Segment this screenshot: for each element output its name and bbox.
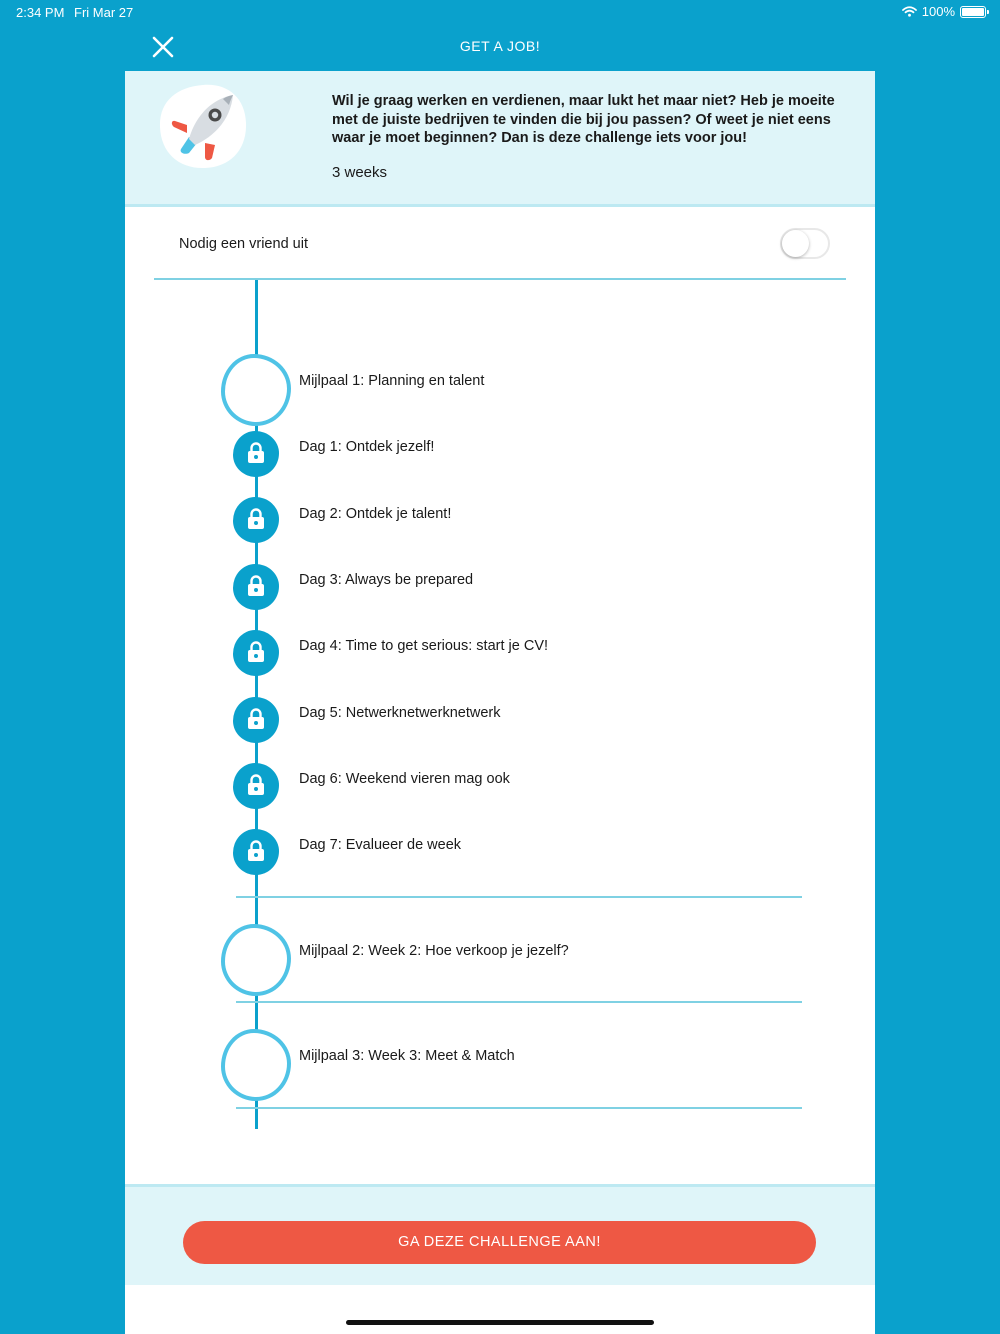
challenge-duration: 3 weeks	[332, 164, 388, 181]
day-1-label[interactable]: Dag 1: Ontdek jezelf!	[299, 439, 435, 455]
day-6-label[interactable]: Dag 6: Weekend vieren mag ook	[299, 771, 510, 787]
status-bar	[0, 0, 1000, 24]
page-title: GET A JOB!	[459, 38, 541, 54]
day-4-label[interactable]: Dag 4: Time to get serious: start je CV!	[299, 638, 549, 654]
milestone-1-label[interactable]: Mijlpaal 1: Planning en talent	[299, 373, 485, 389]
divider	[236, 1001, 802, 1003]
toggle-knob	[782, 230, 809, 257]
day-5-lock[interactable]	[233, 697, 279, 743]
wifi-icon	[902, 6, 917, 17]
day-2-lock[interactable]	[233, 497, 279, 543]
lock-icon	[247, 442, 265, 464]
milestone-3-marker	[221, 1029, 291, 1101]
day-4-lock[interactable]	[233, 630, 279, 676]
day-1-lock[interactable]	[233, 431, 279, 477]
lock-icon	[247, 575, 265, 597]
accept-challenge-button[interactable]: GA DEZE CHALLENGE AAN!	[183, 1221, 816, 1264]
challenge-description: Wil je graag werken en verdienen, maar lukt het maar niet? Heb je moeite met de juiste bedrijven te vinden die bij jou passen? Of weet je niet eens waar je moet beginnen? Dan is deze challenge iets voor jou!	[332, 93, 835, 146]
status-time: 2:34 PM	[16, 5, 65, 20]
milestone-2-label[interactable]: Mijlpaal 2: Week 2: Hoe verkoop je jezelf?	[299, 943, 569, 959]
day-7-lock[interactable]	[233, 829, 279, 875]
challenge-card	[125, 71, 875, 1334]
invite-friend-label: Nodig een vriend uit	[179, 236, 308, 252]
status-date: Fri Mar 27	[74, 5, 134, 20]
invite-friend-toggle[interactable]	[780, 228, 830, 259]
lock-icon	[247, 840, 265, 862]
day-7-label[interactable]: Dag 7: Evalueer de week	[299, 837, 462, 853]
divider	[236, 1107, 802, 1109]
status-right	[902, 4, 986, 19]
lock-icon	[247, 641, 265, 663]
divider	[236, 896, 802, 898]
lock-icon	[247, 708, 265, 730]
lock-icon	[247, 774, 265, 796]
lock-icon	[247, 508, 265, 530]
battery-percent: 100%	[921, 4, 955, 19]
milestone-2-marker	[221, 924, 291, 996]
day-3-label[interactable]: Dag 3: Always be prepared	[299, 572, 474, 588]
bottom-action-bar	[125, 1184, 875, 1285]
challenge-header	[125, 71, 875, 207]
day-5-label[interactable]: Dag 5: Netwerknetwerknetwerk	[299, 705, 501, 721]
day-2-label[interactable]: Dag 2: Ontdek je talent!	[299, 506, 452, 522]
day-3-lock[interactable]	[233, 564, 279, 610]
battery-icon	[960, 6, 986, 18]
day-6-lock[interactable]	[233, 763, 279, 809]
rocket-icon	[159, 83, 247, 169]
home-indicator	[346, 1320, 654, 1325]
milestone-3-label[interactable]: Mijlpaal 3: Week 3: Meet & Match	[299, 1048, 515, 1064]
milestone-1-marker	[221, 354, 291, 426]
